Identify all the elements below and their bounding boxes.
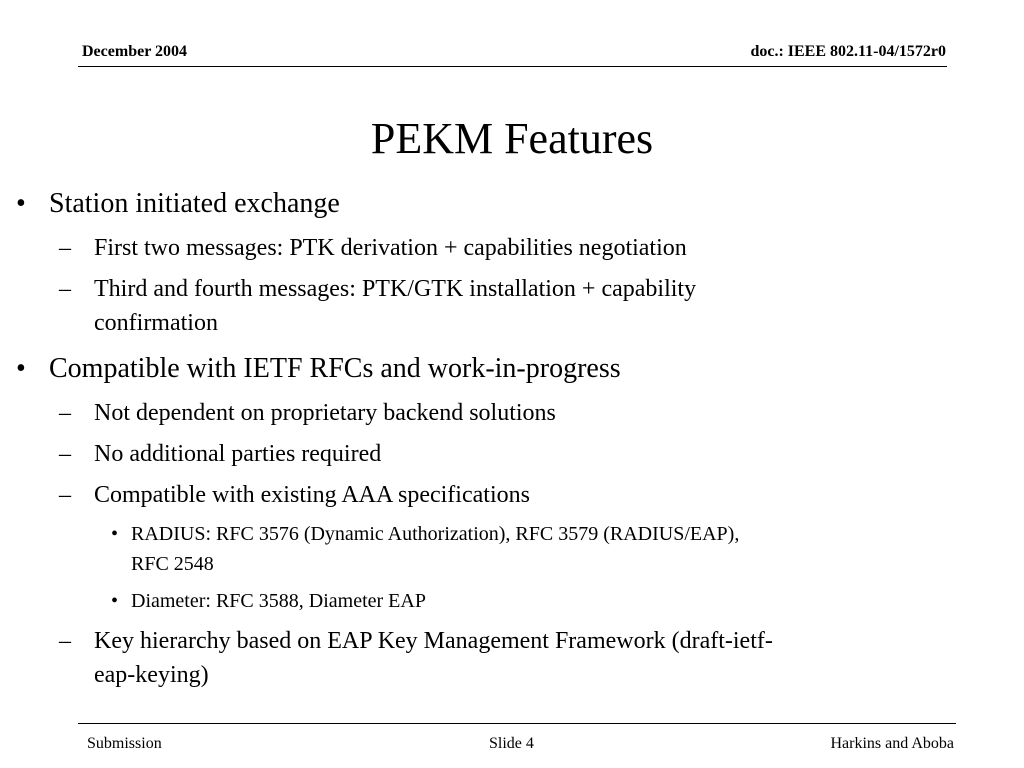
dash-marker: – [59, 441, 71, 467]
sub-not-dependent: Not dependent on proprietary backend solutions [94, 400, 556, 426]
subsub-diameter: Diameter: RFC 3588, Diameter EAP [131, 590, 426, 612]
footer-divider [78, 723, 956, 724]
dash-marker: – [59, 482, 71, 508]
sub-no-additional-parties: No additional parties required [94, 441, 382, 467]
sub-key-hierarchy-line2: eap-keying) [94, 662, 209, 688]
sub-first-two-messages: First two messages: PTK derivation + capabilities negotiation [94, 235, 687, 261]
footer-submission: Submission [87, 735, 162, 752]
dash-marker: – [59, 400, 71, 426]
sub-third-fourth-messages-line1: Third and fourth messages: PTK/GTK installation + capability [94, 276, 697, 302]
header-divider [78, 66, 947, 67]
header-date: December 2004 [82, 43, 187, 60]
bullet-marker: • [16, 188, 26, 219]
footer-slide-number: Slide 4 [489, 735, 534, 752]
sub-key-hierarchy-line1: Key hierarchy based on EAP Key Management Framework (draft-ietf- [94, 628, 773, 654]
footer-authors: Harkins and Aboba [830, 735, 954, 752]
dash-marker: – [59, 235, 71, 261]
bullet-marker: • [111, 590, 119, 612]
sub-compatible-aaa: Compatible with existing AAA specifications [94, 482, 530, 508]
sub-third-fourth-messages-line2: confirmation [94, 310, 218, 336]
subsub-radius-line1: RADIUS: RFC 3576 (Dynamic Authorization), RFC 3579 (RADIUS/EAP), [131, 523, 740, 545]
slide-title: PEKM Features [370, 114, 654, 163]
bullet-station-initiated: Station initiated exchange [49, 188, 340, 219]
dash-marker: – [59, 628, 71, 654]
bullet-marker: • [111, 523, 119, 545]
bullet-marker: • [16, 353, 26, 384]
subsub-radius-line2: RFC 2548 [131, 553, 214, 575]
bullet-compatible-ietf: Compatible with IETF RFCs and work-in-progress [49, 353, 621, 384]
dash-marker: – [59, 276, 71, 302]
header-doc-id: doc.: IEEE 802.11-04/1572r0 [750, 43, 946, 60]
